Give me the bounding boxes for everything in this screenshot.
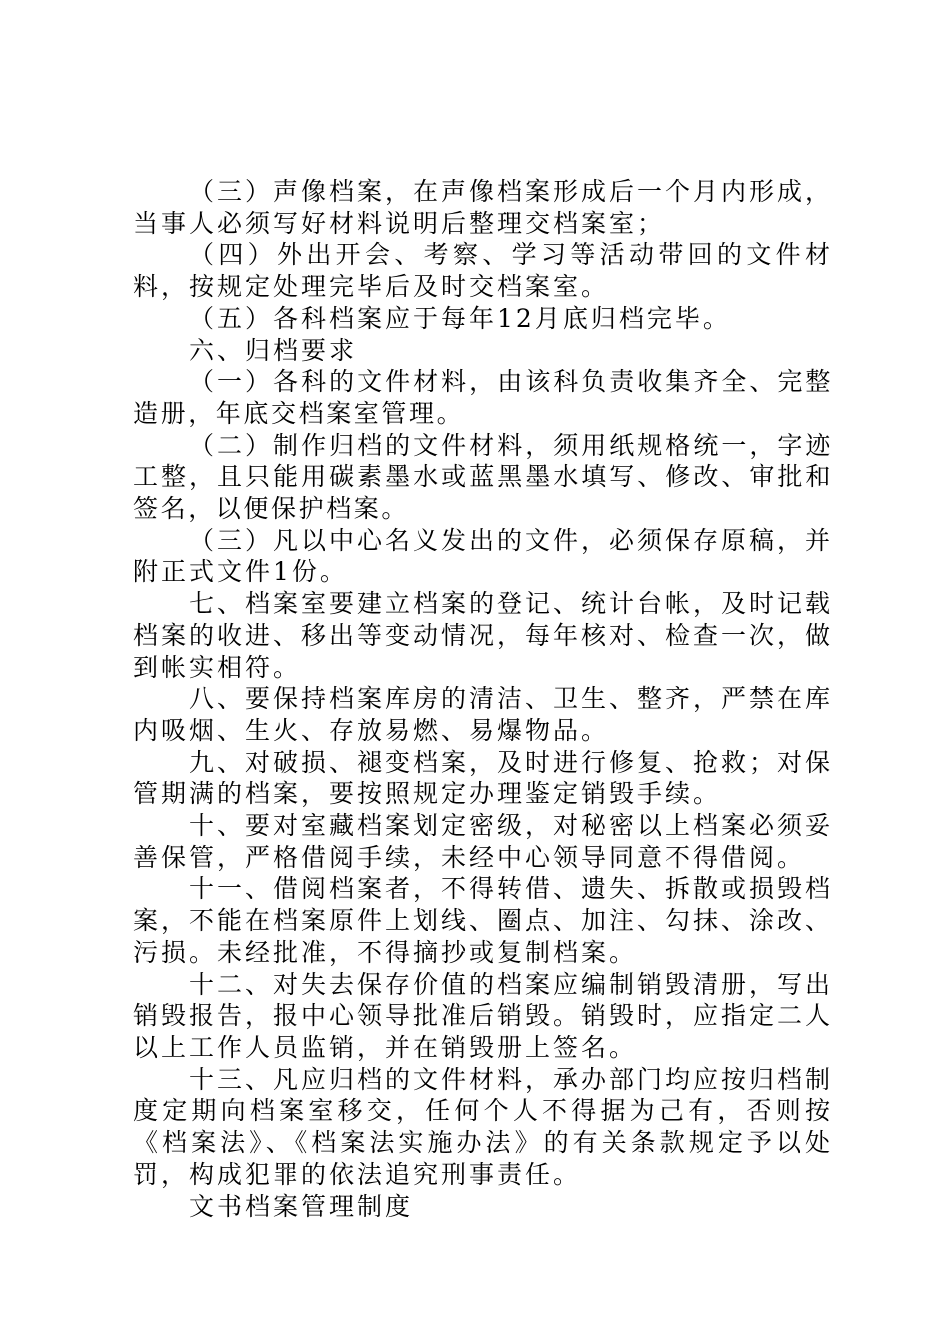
paragraph-storage-cleanliness: 八、要保持档案库房的清洁、卫生、整齐，严禁在库内吸烟、生火、存放易燃、易爆物品。	[133, 684, 834, 745]
paragraph-transfer-penalties: 十三、凡应归档的文件材料，承办部门均应按归档制度定期向档案室移交，任何个人不得据为己有，否则按《档案法》、《档案法实施办法》的有关条款规定予以处罚，构成犯罪的依法追究刑事责任。	[133, 1064, 834, 1189]
paragraph-filing-paper-ink: （二）制作归档的文件材料，须用纸规格统一，字迹工整，且只能用碳素墨水或蓝黑墨水填写、修改、审批和签名，以便保护档案。	[133, 430, 833, 524]
paragraph-confidentiality-levels: 十、要对室藏档案划定密级，对秘密以上档案必须妥善保管，严格借阅手续，未经中心领导同意不得借阅。	[133, 811, 834, 872]
document-section-title: 文书档案管理制度	[189, 1191, 414, 1221]
paragraph-original-drafts: （三）凡以中心名义发出的文件，必须保存原稿，并附正式文件1份。	[133, 525, 834, 587]
paragraph-destruction-list: 十二、对失去保存价值的档案应编制销毁清册，写出销毁报告，报中心领导批准后销毁。销毁时，应指定二人以上工作人员监销，并在销毁册上签名。	[133, 969, 834, 1062]
paragraph-meeting-materials: （四）外出开会、考察、学习等活动带回的文件材料，按规定处理完毕后及时交档案室。	[133, 240, 833, 302]
document-body	[133, 176, 833, 1222]
paragraph-registration-ledger: 七、档案室要建立档案的登记、统计台帐，及时记载档案的收进、移出等变动情况，每年核对、检查一次，做到帐实相符。	[133, 589, 834, 682]
paragraph-borrowing-rules: 十一、借阅档案者，不得转借、遗失、拆散或损毁档案，不能在档案原件上划线、圈点、加注、勾抹、涂改、污损。未经批准，不得摘抄或复制档案。	[133, 874, 834, 967]
paragraph-repair-destruction: 九、对破损、褪变档案，及时进行修复、抢救；对保管期满的档案，要按照规定办理鉴定销毁手续。	[133, 747, 834, 809]
paragraph-audio-video-archives: （三）声像档案，在声像档案形成后一个月内形成，当事人必须写好材料说明后整理交档案室；	[133, 177, 834, 238]
paragraph-department-materials: （一）各科的文件材料，由该科负责收集齐全、完整造册，年底交档案室管理。	[133, 367, 833, 428]
section-heading-filing-requirements: 六、归档要求	[189, 335, 358, 365]
paragraph-year-end-filing: （五）各科档案应于每年12月底归档完毕。	[189, 303, 731, 333]
